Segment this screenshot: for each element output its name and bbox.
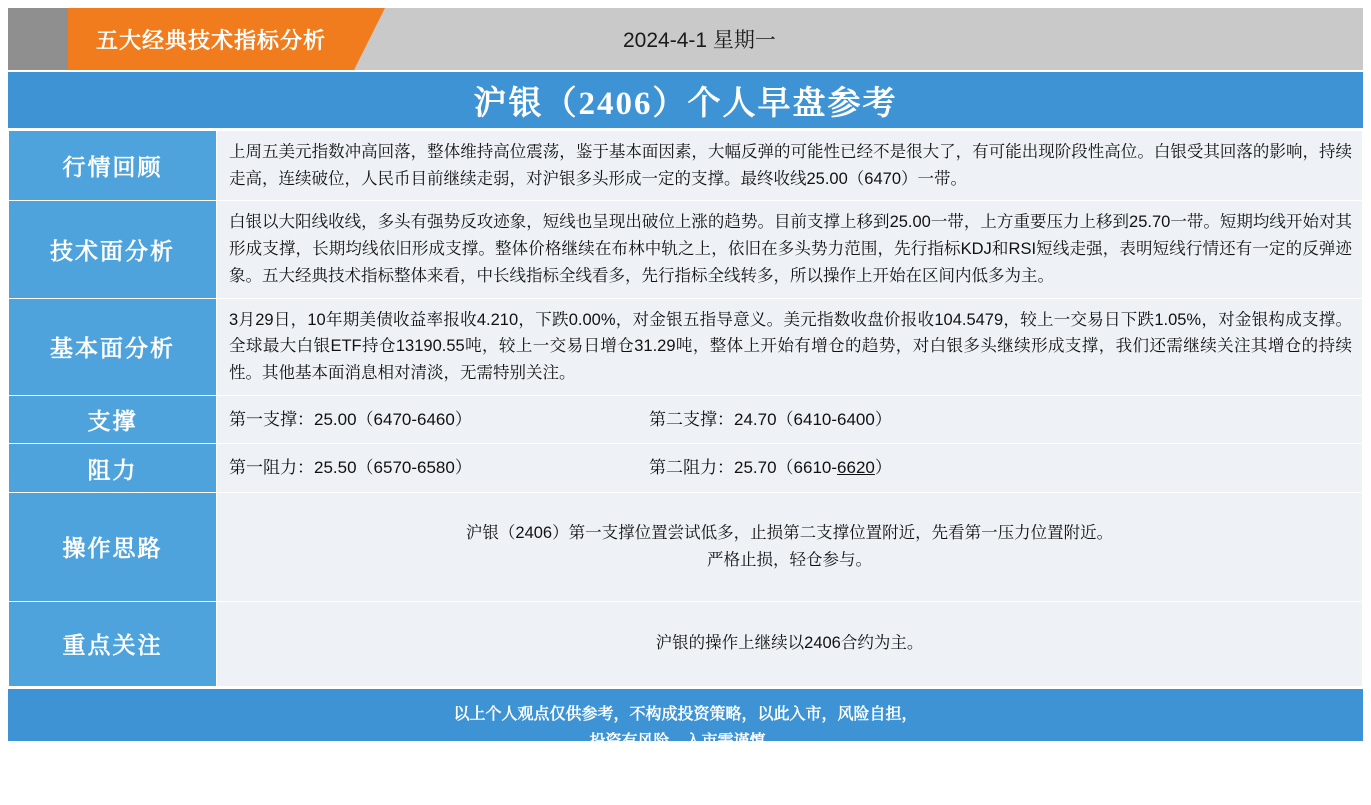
row-content-technical-analysis: 白银以大阳线收线，多头有强势反攻迹象，短线也呈现出破位上涨的趋势。目前支撑上移到25.00一带，上方重要压力上移到25.70一带。短期均线开始对其形成支撑，长期均线依旧形成支撑。整体价格继续在布林中轨之上，依旧在多头势力范围，先行指标KDJ和RSI短线走强，表明短线行情还有一定的反弹迹象。五大经典技术指标整体来看，中长线指标全线看多，先行指标全线转多，所以操作上开始在区间内低多为主。: [217, 201, 1363, 298]
row-label-market-review: 行情回顾: [9, 131, 217, 201]
header-category-tag: 五大经典技术指标分析: [68, 8, 354, 70]
table-row: [9, 444, 1363, 493]
resistance-first-level: 第一阻力：25.50（6570-6580）: [229, 458, 472, 478]
table-row: [9, 201, 1363, 298]
row-content-focus: 沪银的操作上继续以2406合约为主。: [217, 601, 1363, 686]
disclaimer-footer: [8, 689, 1363, 750]
row-content-market-review: 上周五美元指数冲高回落，整体维持高位震荡，鉴于基本面因素，大幅反弹的可能性已经不是很大了，有可能出现阶段性高位。白银受其回落的影响，持续走高，连续破位，人民币目前继续走弱，对沪银多头形成一定的支撑。最终收线25.00（6470）一带。: [217, 131, 1363, 201]
row-label-strategy: 操作思路: [9, 492, 217, 601]
table-row: [9, 395, 1363, 444]
resistance-second-suffix: ）: [874, 458, 892, 478]
row-content-strategy: [217, 492, 1363, 601]
row-content-support: [217, 395, 1363, 444]
table-row: [9, 298, 1363, 395]
page-title: [8, 72, 1363, 128]
report-table: [8, 130, 1363, 687]
support-second-level: 第二支撑：24.70（6410-6400）: [649, 409, 892, 429]
header-date-label: 2024-4-1 星期一: [623, 29, 776, 52]
row-label-technical-analysis: 技术面分析: [9, 201, 217, 298]
table-row: [9, 601, 1363, 686]
table-row: [9, 492, 1363, 601]
strategy-line-2: 严格止损，轻仓参与。: [707, 550, 872, 569]
report-page: [0, 8, 1371, 805]
row-label-support: 支撑: [9, 395, 217, 444]
header-left-accent-block: [8, 8, 68, 70]
row-label-fundamental-analysis: 基本面分析: [9, 298, 217, 395]
table-row: [9, 131, 1363, 201]
strategy-line-1: 沪银（2406）第一支撑位置尝试低多，止损第二支撑位置附近，先看第一压力位置附近。: [465, 524, 1114, 543]
row-label-focus: 重点关注: [9, 601, 217, 686]
resistance-second-level: [649, 454, 1350, 482]
disclaimer-line-2: 投资有风险，入市需谨慎。: [589, 733, 782, 750]
page-title-text: 沪银（2406）个人早盘参考: [473, 85, 898, 122]
row-content-resistance: [217, 444, 1363, 493]
header-bar: [8, 8, 1363, 70]
support-first-level: 第一支撑：25.00（6470-6460）: [229, 409, 472, 429]
resistance-second-underlined: 6620: [837, 458, 875, 478]
row-content-fundamental-analysis: 3月29日，10年期美债收益率报收4.210，下跌0.00%，对金银五指导意义。美元指数收盘价报收104.5479，较上一交易日下跌1.05%，对金银构成支撑。全球最大白银ETF持仓13190.55吨，较上一交易日增仓31.29吨，整体上开始有增仓的趋势，对白银多头继续形成支撑，我们还需继续关注其增仓的持续性。其他基本面消息相对清淡，无需特别关注。: [217, 298, 1363, 395]
disclaimer-line-1: 以上个人观点仅供参考，不构成投资策略，以此入市，风险自担，: [453, 705, 918, 723]
resistance-second-prefix: 第二阻力：25.70（6610-: [649, 458, 838, 478]
row-label-resistance: 阻力: [9, 444, 217, 493]
